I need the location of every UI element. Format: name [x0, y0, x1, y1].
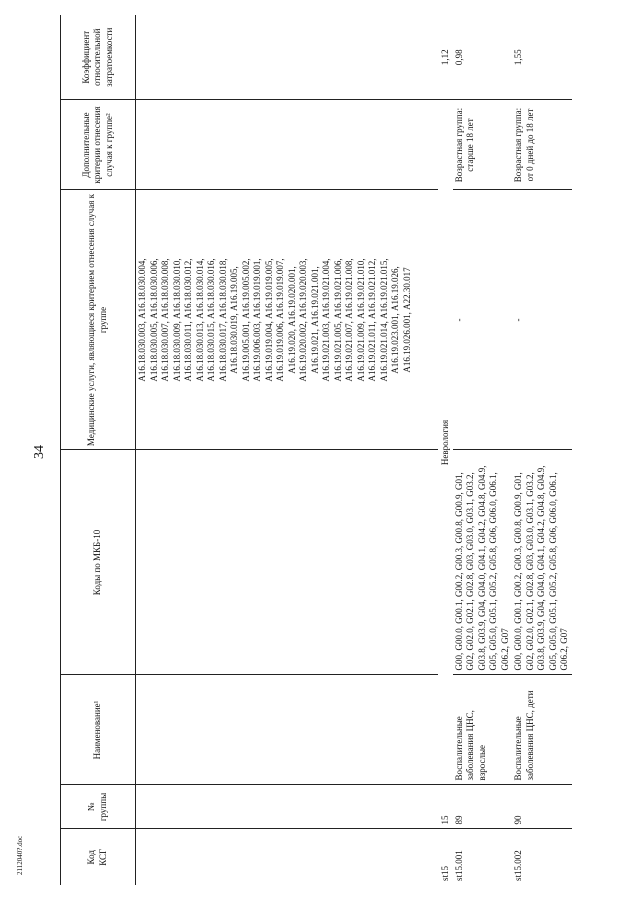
- header-services: Медицинские услуги, являющиеся критерием отнесения случая к группе: [61, 190, 136, 450]
- table-header-row: [61, 15, 136, 885]
- row-services: -: [453, 190, 513, 450]
- rotated-page-content: [60, 15, 605, 885]
- table-row-section: [438, 15, 453, 885]
- row-code: st15.002: [513, 850, 524, 881]
- row-name: Воспалительные заболевания ЦНС, дети: [512, 675, 572, 785]
- header-coefficient: Коэффициент относительной затратоемкости: [61, 15, 136, 100]
- row-mkb: G00, G00.0, G00.1, G00.2, G00.3, G00.8, G00.9, G01, G02, G02.0, G02.1, G02.8, G03, G03.0, G03.1, G03.2, G03.8, G03.9, G04, G04.0, G04.1, G04.2, G04.8, G04.9, G05, G05.0, G05.1, G05.2, G05.8, G06, G06.0, G06.1, G06.2, G07: [453, 450, 513, 675]
- row-services: -: [512, 190, 572, 450]
- header-name: Наименование¹: [61, 675, 136, 785]
- row-group: 89: [453, 785, 513, 829]
- section-title: Неврология: [438, 100, 453, 785]
- row-coefficient: 0,98: [453, 15, 513, 100]
- continuation-services: А16.18.030.003, А16.18.030.004, А16.18.030.005, А16.18.030.006, А16.18.030.007, А16.18.030.008, А16.18.030.009, А16.18.030.010, А16.18.030.011, А16.18.030.012, А16.18.030.013, А16.18.030.014, А16.18.030.015, А16.18.030.016, А16.18.030.017, А16.18.030.018, А16.18.030.019, А16.19.005, А16.19.005.001, А16.19.005.002, А16.19.006.003, А16.19.019.001, А16.19.019.004, А16.19.019.005, А16.19.019.006, А16.19.019.007, А16.19.020, А16.19.020.001, А16.19.020.002, А16.19.020.003, А16.19.021, А16.19.021.001, А16.19.021.003, А16.19.021.004, А16.19.021.005, А16.19.021.006, А16.19.021.007, А16.19.021.008, А16.19.021.009, А16.19.021.010, А16.19.021.011, А16.19.021.012, А16.19.021.014, А16.19.021.015, А16.19.023.001, А16.19.026, А16.19.026.001, А22.30.017: [136, 190, 439, 450]
- row-coefficient: 1,55: [512, 15, 572, 100]
- section-coefficient: 1,12: [438, 15, 453, 100]
- header-extra-criteria: Дополнительные критерии отнесения случая к группе²: [61, 100, 136, 190]
- page-number: 34: [32, 445, 47, 459]
- header-group-no: № группы: [61, 785, 136, 829]
- row-code: st15.001: [453, 850, 464, 881]
- section-group: 15: [438, 785, 453, 829]
- table-row-continuation: [136, 15, 439, 885]
- row-mkb: G00, G00.0, G00.1, G00.2, G00.3, G00.8, G00.9, G01, G02, G02.0, G02.1, G02.8, G03, G03.0, G03.1, G03.2, G03.8, G03.9, G04, G04.0, G04.1, G04.2, G04.8, G04.9, G05, G05.0, G05.1, G05.2, G05.8, G06, G06.0, G06.1, G06.2, G07: [512, 450, 572, 675]
- row-name: Воспалительные заболевания ЦНС, взрослые: [453, 675, 513, 785]
- section-code: st15: [440, 865, 450, 881]
- header-mkb-codes: Коды по МКБ-10: [61, 450, 136, 675]
- footer-code: 2112040?.doc: [16, 835, 24, 875]
- row-extra: Возрастная группа: от 0 дней до 18 лет: [512, 100, 572, 190]
- table-row: [453, 15, 513, 885]
- row-extra: Возрастная группа: старше 18 лет: [453, 100, 513, 190]
- table-row: [512, 15, 572, 885]
- row-group: 90: [512, 785, 572, 829]
- ksg-table: [60, 15, 572, 885]
- header-ksg-code: Код КСГ: [61, 829, 136, 885]
